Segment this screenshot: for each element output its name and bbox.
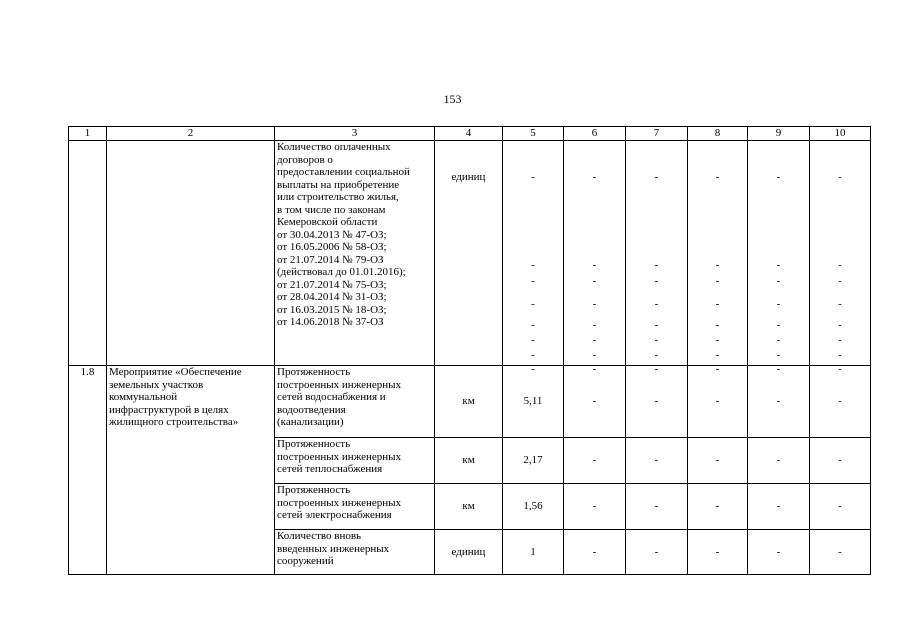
dash-value: - (654, 363, 659, 375)
value-cell: 1,56 (503, 484, 564, 530)
text-line: от 30.04.2013 № 47-ОЗ; (277, 228, 387, 241)
value-cell (564, 141, 626, 375)
dash-value: - (592, 275, 597, 287)
text-line: жилищного строительства» (109, 416, 239, 428)
value-cell: 2,17 (503, 438, 564, 484)
text-line: Протяженность (277, 484, 351, 496)
dash-value: - (654, 171, 659, 183)
event-cell (107, 141, 275, 366)
column-number: 3 (275, 127, 435, 141)
column-number: 5 (503, 127, 564, 141)
value-cell (626, 141, 688, 375)
dash-value: - (838, 275, 842, 287)
dash-value: - (748, 366, 810, 438)
text-line: выплаты на приобретение (277, 178, 400, 191)
unit-value: единиц (451, 171, 486, 183)
dash-value: - (654, 349, 659, 361)
dash-value: - (838, 349, 842, 361)
row-number-cell: 1.8 (69, 366, 107, 575)
text-line: (действовал до 01.01.2016); (277, 266, 406, 278)
unit-cell (435, 141, 503, 366)
text-line: Количество вновь (277, 530, 362, 542)
text-line: предоставлении социальной (277, 166, 410, 178)
dash-value: - (626, 438, 688, 484)
dash-value: - (838, 259, 842, 271)
dash-value: - (592, 319, 597, 331)
column-number: 10 (810, 127, 871, 141)
dash-value: - (776, 275, 781, 287)
dash-value: - (838, 319, 842, 331)
value-cell (810, 141, 871, 375)
dash-value: - (654, 259, 659, 271)
dash-value: - (715, 275, 720, 287)
dash-value: - (810, 366, 871, 438)
dash-value: - (715, 349, 720, 361)
text-line: Протяженность (277, 438, 351, 450)
dash-value: - (688, 530, 748, 575)
text-line: водоотведения (277, 403, 346, 416)
dash-value: - (531, 171, 535, 183)
dash-value: - (592, 349, 597, 361)
dash-value: - (626, 484, 688, 530)
value-cell: 5,11 (503, 366, 564, 438)
dash-value: - (838, 363, 842, 375)
dash-value: - (592, 259, 597, 271)
text-line: от 21.07.2014 № 75-ОЗ; (277, 278, 387, 291)
dash-value: - (654, 319, 659, 331)
dash-value: - (654, 334, 659, 346)
dash-value: - (531, 349, 535, 361)
dash-value: - (531, 259, 535, 271)
text-line: инфраструктурой в целях (109, 403, 229, 416)
dash-value: - (531, 319, 535, 331)
column-number-row (69, 127, 871, 141)
text-line: коммунальной (109, 391, 178, 403)
dash-value: - (776, 298, 781, 310)
dash-value: - (654, 298, 659, 310)
dash-value: - (531, 275, 535, 287)
unit-cell: км (435, 438, 503, 484)
dash-value: - (810, 484, 871, 530)
dash-value: - (838, 171, 842, 183)
dash-value: - (810, 438, 871, 484)
page-number: 153 (443, 92, 462, 106)
text-line: от 28.04.2014 № 31-ОЗ; (277, 291, 387, 303)
unit-cell: км (435, 484, 503, 530)
dash-value: - (715, 334, 720, 346)
text-line: сетей теплоснабжения (277, 463, 383, 475)
dash-value: - (748, 484, 810, 530)
dash-value: - (564, 366, 626, 438)
dash-value: - (776, 171, 781, 183)
text-line: договоров о (277, 153, 333, 166)
text-line: построенных инженерных (277, 450, 402, 463)
value-cell (688, 141, 748, 375)
text-line: Количество оплаченных (277, 141, 391, 153)
dash-value: - (715, 171, 720, 183)
dash-value: - (626, 530, 688, 575)
column-number: 8 (688, 127, 748, 141)
table-row (69, 141, 871, 366)
text-line: от 21.07.2014 № 79-ОЗ (277, 253, 384, 266)
unit-cell: единиц (435, 530, 503, 575)
text-line: (канализации) (277, 416, 344, 428)
dash-value: - (626, 366, 688, 438)
dash-value: - (776, 363, 781, 375)
text-line: введенных инженерных (277, 542, 390, 555)
dash-value: - (776, 319, 781, 331)
dash-value: - (748, 438, 810, 484)
column-number: 7 (626, 127, 688, 141)
dash-value: - (715, 298, 720, 310)
text-line: Кемеровской области (277, 216, 378, 228)
text-line: Мероприятие «Обеспечение (109, 366, 242, 378)
unit-cell: км (435, 366, 503, 438)
dash-value: - (715, 319, 720, 331)
indicator-cell (275, 438, 435, 484)
dash-value: - (688, 438, 748, 484)
dash-value: - (592, 298, 597, 310)
text-line: от 16.05.2006 № 58-ОЗ; (277, 241, 387, 253)
text-line: Протяженность (277, 366, 351, 378)
dash-value: - (531, 334, 535, 346)
dash-value: - (564, 530, 626, 575)
value-cell (748, 141, 810, 375)
event-cell (107, 366, 275, 575)
dash-value: - (564, 484, 626, 530)
indicator-cell (275, 530, 435, 575)
dash-value: - (776, 259, 781, 271)
table-row (69, 366, 871, 438)
indicators-table (68, 126, 871, 575)
dash-value: - (838, 298, 842, 310)
column-number: 4 (435, 127, 503, 141)
dash-value: - (838, 334, 842, 346)
dash-value: - (592, 334, 597, 346)
indicator-cell (275, 484, 435, 530)
text-line: сооружений (277, 555, 334, 567)
text-line: или строительство жилья, (277, 191, 399, 203)
text-line: от 14.06.2018 № 37-ОЗ (277, 316, 384, 328)
dash-value: - (564, 438, 626, 484)
text-line: построенных инженерных (277, 496, 402, 509)
column-number: 6 (564, 127, 626, 141)
indicator-cell (275, 366, 435, 438)
column-number: 2 (107, 127, 275, 141)
text-line: сетей электроснабжения (277, 509, 392, 521)
text-line: земельных участков (109, 378, 204, 391)
text-line: построенных инженерных (277, 378, 402, 391)
indicator-cell (275, 141, 435, 366)
value-cell: 1 (503, 530, 564, 575)
dash-value: - (776, 349, 781, 361)
dash-value: - (715, 259, 720, 271)
column-number: 9 (748, 127, 810, 141)
dash-value: - (592, 363, 597, 375)
row-number-cell (69, 141, 107, 366)
text-line: от 16.03.2015 № 18-ОЗ; (277, 303, 387, 316)
dash-value: - (688, 484, 748, 530)
dash-value: - (592, 171, 597, 183)
value-cell (503, 141, 564, 375)
dash-value: - (810, 530, 871, 575)
dash-value: - (654, 275, 659, 287)
dash-value: - (531, 298, 535, 310)
dash-value: - (531, 363, 535, 375)
dash-value: - (688, 366, 748, 438)
dash-value: - (776, 334, 781, 346)
text-line: сетей водоснабжения и (277, 391, 386, 403)
dash-value: - (715, 363, 720, 375)
column-number: 1 (69, 127, 107, 141)
text-line: в том числе по законам (277, 203, 386, 216)
dash-value: - (748, 530, 810, 575)
